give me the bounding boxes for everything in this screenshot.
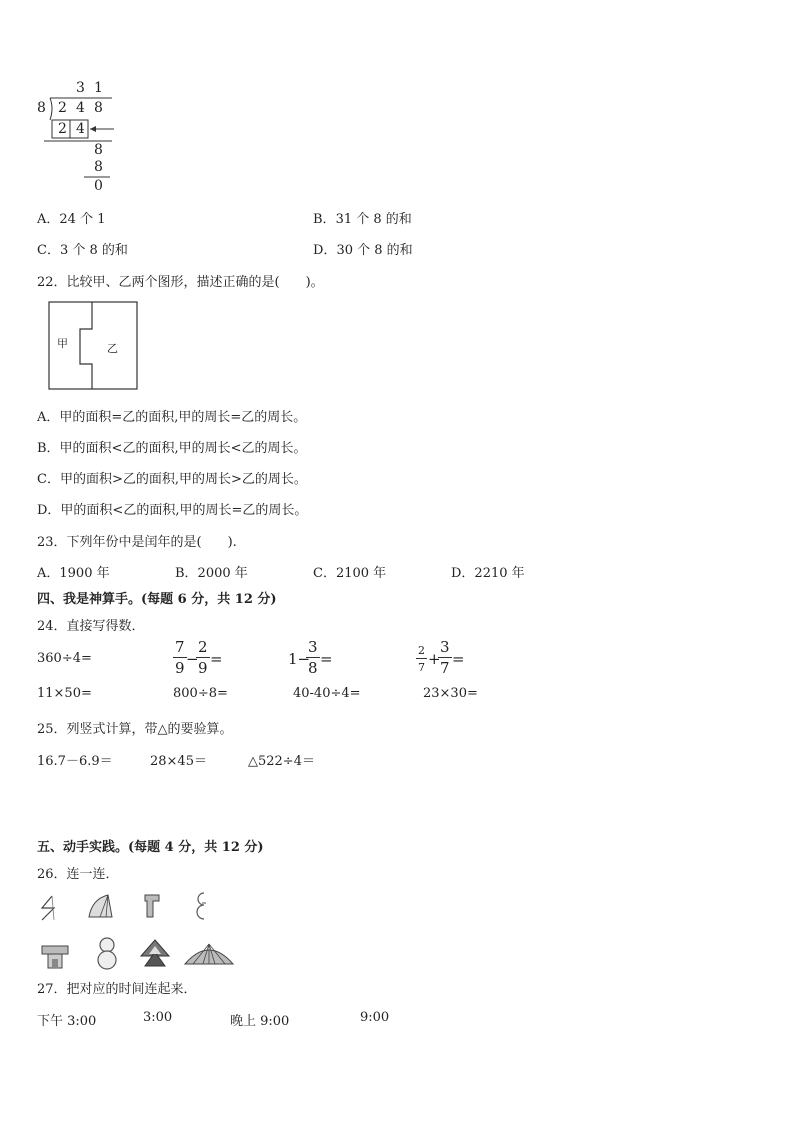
option-letter: B． (313, 212, 336, 227)
half-umbrella-icon (86, 893, 116, 921)
operator: − (186, 650, 199, 668)
step-digit: 8 (94, 159, 103, 175)
q24-item: 40-40÷4= (293, 686, 361, 701)
division-rule-2 (84, 176, 124, 180)
remainder: 0 (94, 178, 103, 194)
q24-stem: 24．直接写得数． (37, 619, 145, 634)
snowman-icon (94, 936, 120, 970)
label-yi: 乙 (107, 342, 118, 355)
section-4-title: 四、我是神算手。(每题 6 分，共 12 分) (37, 592, 277, 607)
option-d[interactable] (313, 239, 413, 258)
house-icon (40, 938, 72, 970)
option-b[interactable] (313, 208, 412, 227)
fraction: $\frac{3}{8}$ (308, 638, 318, 677)
q26-stem: 26．连一连． (37, 867, 119, 882)
time-label: 晚上 9:00 (230, 1014, 290, 1029)
q24-item: 11×50= (37, 686, 92, 701)
q25-item: 16.7－6.9＝ (37, 754, 113, 769)
partial-digit: 2 (58, 121, 67, 137)
label-jia: 甲 (57, 337, 68, 350)
quotient-digit: 1 (94, 80, 103, 96)
fraction: $\frac{2}{7}$ (418, 644, 425, 674)
fraction: $\frac{3}{7}$ (440, 638, 450, 677)
q23-option-c[interactable]: C．2100 年 (313, 566, 387, 581)
option-text: 31 个 8 的和 (335, 212, 412, 227)
fraction: $\frac{2}{9}$ (198, 638, 208, 677)
tree-triangles-icon (139, 938, 171, 970)
q23-option-b[interactable]: B．2000 年 (175, 566, 248, 581)
dividend-digit: 8 (94, 100, 103, 116)
option-c[interactable] (37, 239, 128, 258)
equals: = (210, 650, 223, 668)
q22-option-b[interactable]: B．甲的面积<乙的面积,甲的周长<乙的周长。 (37, 441, 307, 456)
q23-option-a[interactable]: A．1900 年 (37, 566, 110, 581)
option-a[interactable] (37, 208, 105, 227)
option-text: 24 个 1 (59, 212, 106, 227)
option-letter: A． (37, 212, 60, 227)
umbrella-icon (183, 940, 235, 970)
q24-item: 800÷8= (173, 686, 228, 701)
q22-option-a[interactable]: A．甲的面积=乙的面积,甲的周长=乙的周长。 (37, 410, 307, 425)
q23-stem: 23．下列年份中是闰年的是( ). (37, 535, 237, 550)
equals: = (452, 650, 465, 668)
q23-option-d[interactable]: D．2210 年 (451, 566, 525, 581)
time-label: 下午 3:00 (37, 1014, 97, 1029)
q27-stem: 27．把对应的时间连起来． (37, 982, 197, 997)
q24-item: 23×30= (423, 686, 478, 701)
option-text: 30 个 8 的和 (336, 243, 413, 258)
time-label: 3:00 (143, 1010, 173, 1025)
q25-item: △522÷4＝ (248, 754, 315, 769)
lead-term: 1− (288, 650, 311, 668)
operator: + (428, 650, 441, 668)
dividend-digit: 4 (76, 100, 85, 116)
fraction: $\frac{7}{9}$ (175, 638, 185, 677)
division-rule-1 (44, 140, 124, 144)
q24-item-360: 360÷4= (37, 651, 92, 666)
half-snowman-icon (192, 891, 212, 921)
q22-stem: 22．比较甲、乙两个图形，描述正确的是( )。 (37, 275, 324, 290)
quotient-digit: 3 (76, 80, 85, 96)
q22-option-c[interactable]: C．甲的面积>乙的面积,甲的周长>乙的周长。 (37, 472, 307, 487)
q25-stem: 25．列竖式计算，带△的要验算。 (37, 722, 233, 737)
section-5-title: 五、动手实践。(每题 4 分，共 12 分) (37, 840, 264, 855)
divisor: 8 (37, 100, 46, 116)
step-digit: 8 (94, 142, 103, 158)
time-label: 9:00 (360, 1010, 390, 1025)
half-house-icon (141, 891, 165, 921)
equals: = (320, 650, 333, 668)
dividend-digit: 2 (58, 100, 67, 116)
option-letter: C． (37, 243, 60, 258)
q22-option-d[interactable]: D．甲的面积<乙的面积,甲的周长=乙的周长。 (37, 503, 308, 518)
option-text: 3 个 8 的和 (59, 243, 128, 258)
q25-item: 28×45＝ (150, 754, 207, 769)
option-letter: D． (313, 243, 337, 258)
half-lightning-icon (38, 894, 62, 922)
partial-digit: 4 (76, 121, 85, 137)
